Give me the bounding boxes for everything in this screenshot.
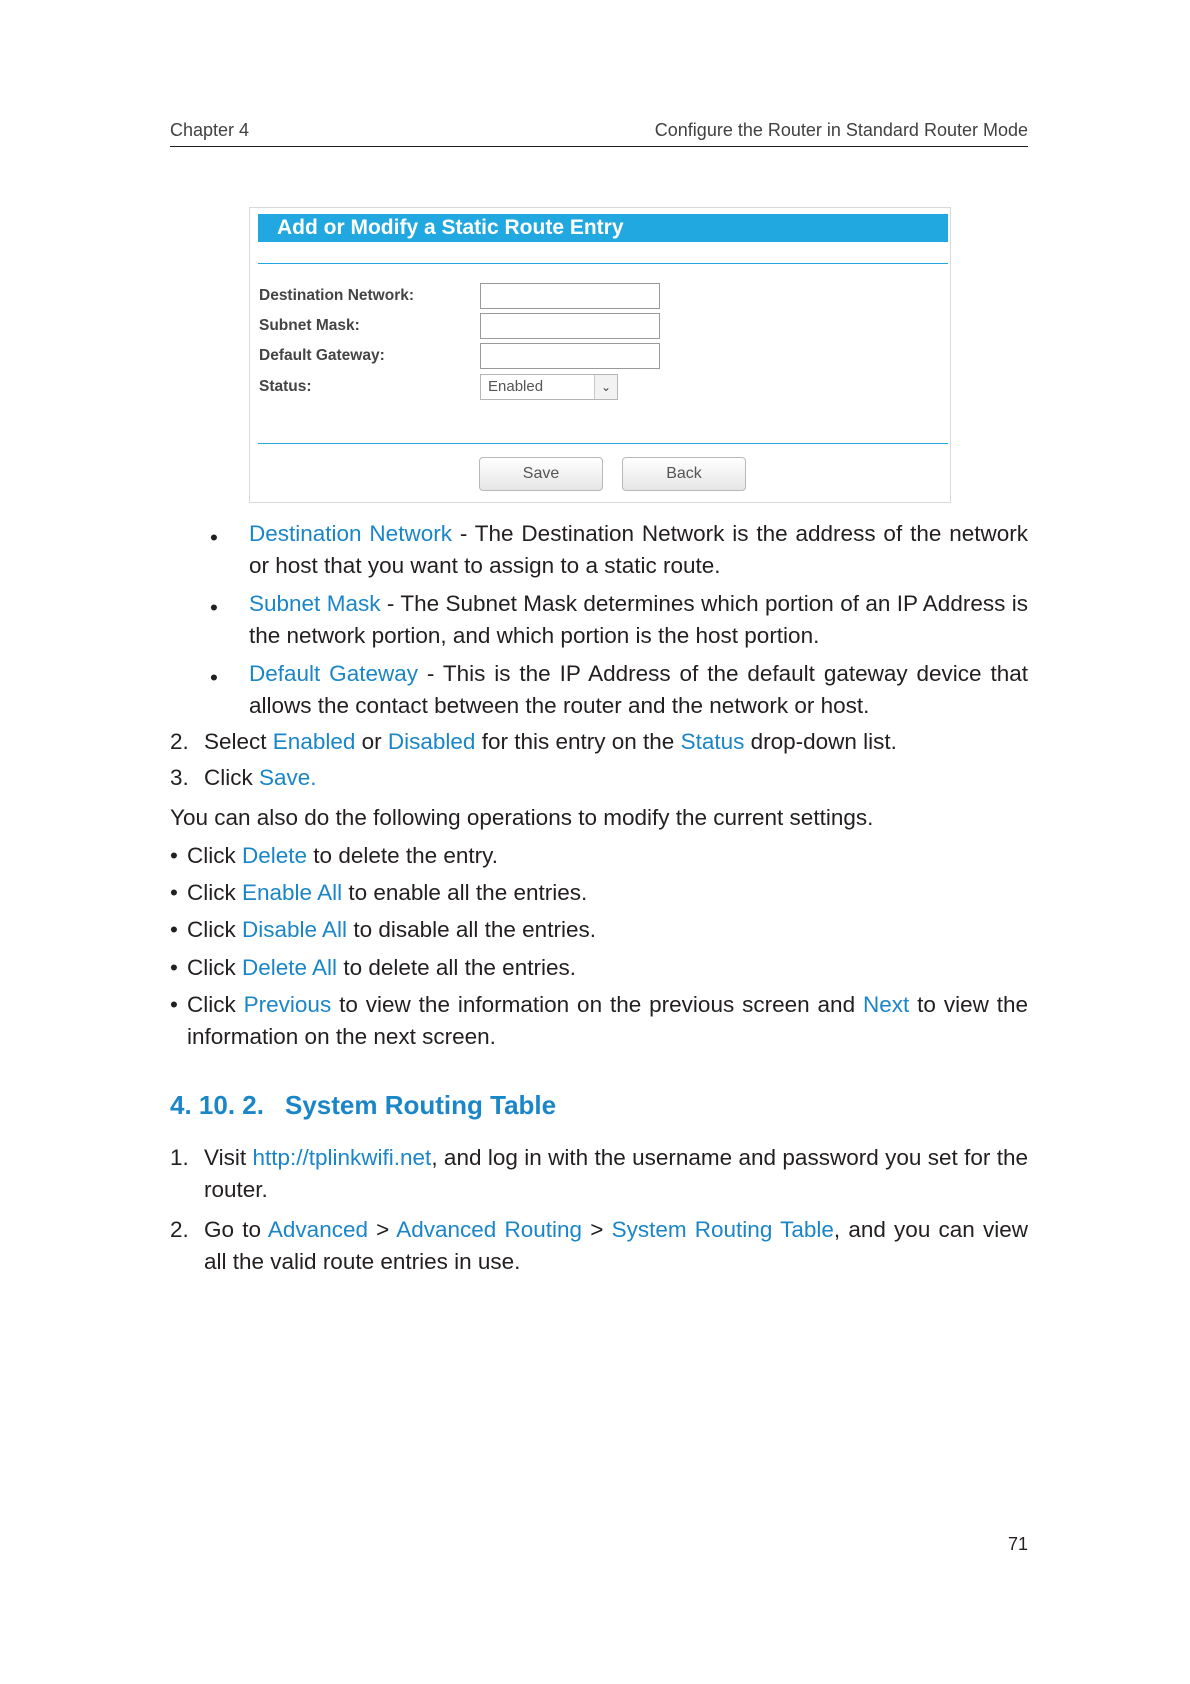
destination-label: Destination Network: [259,287,415,304]
text: Click [204,765,259,790]
url-link[interactable]: http://tplinkwifi.net [252,1145,432,1170]
bullet-icon: • [210,665,218,690]
op-link: Delete [242,843,308,868]
bullet-icon: • [210,525,218,550]
text: Select [204,729,273,754]
previous-link: Previous [243,992,332,1017]
def-text: - The Destination Network is the address of the network or host that you want to assign to a static route. [249,521,1028,578]
text: Click [187,992,244,1017]
disabled-link: Disabled [387,729,476,754]
ops-intro: You can also do the following operations to modify the current settings. [170,805,874,830]
text: to delete the entry. [307,843,499,868]
step-3 [204,762,317,794]
op-link: Delete All [242,955,338,980]
text: drop-down list. [744,729,897,754]
gateway-label: Default Gateway: [259,347,385,364]
def-text: - The Subnet Mask determines which portion of an IP Address is the network portion, and which portion is the host portion. [249,591,1028,648]
bullet-icon: • [170,880,178,905]
chapter-label: Chapter 4 [170,120,250,140]
bullet-icon: • [170,955,178,980]
divider [258,263,948,264]
status-link: Status [680,729,745,754]
bullet-icon: • [170,992,178,1017]
system-routing-table-link: System Routing Table [611,1217,834,1242]
status-value: Enabled [488,378,544,395]
def-text: - This is the IP Address of the default gateway device that allows the contact between the router and the network or host. [249,661,1028,718]
step-number: 2. [170,1217,189,1242]
step-2 [204,726,1028,758]
sys-step-2 [204,1214,1028,1278]
back-button[interactable]: Back [622,457,746,491]
advanced-link: Advanced [267,1217,368,1242]
op-disable-all [187,914,596,946]
text: to disable all the entries. [347,917,596,942]
page-header [170,120,1028,147]
text: to delete all the entries. [337,955,576,980]
term: Destination Network [249,521,452,546]
gateway-input[interactable] [480,343,660,369]
step-number: 1. [170,1145,189,1170]
step-number: 2. [170,729,189,754]
op-enable-all [187,877,587,909]
term: Default Gateway [249,661,418,686]
bullet-icon: • [210,595,218,620]
status-label: Status: [259,378,312,395]
chevron-down-icon: ⌄ [594,375,617,399]
text: Visit [204,1145,253,1170]
chapter-title: Configure the Router in Standard Router Mode [654,120,1028,140]
next-link: Next [862,992,910,1017]
destination-row [258,283,948,309]
bullet-icon: • [170,917,178,942]
text: > [582,1217,612,1242]
text: > [367,1217,397,1242]
text: Click [187,917,242,942]
text: or [355,729,388,754]
text: , and log in with the username and password you set for the router. [204,1145,1028,1202]
op-link: Enable All [242,880,343,905]
op-delete-all [187,952,576,984]
bullet-icon: • [170,843,178,868]
step-number: 3. [170,765,189,790]
text: Go to [204,1217,268,1242]
status-select[interactable] [480,374,618,400]
section-heading [170,1090,557,1121]
text: to enable all the entries. [342,880,588,905]
save-button[interactable]: Save [479,457,603,491]
enabled-link: Enabled [272,729,356,754]
op-delete [187,840,498,872]
term: Subnet Mask [249,591,381,616]
text: Click [187,843,242,868]
panel-title: Add or Modify a Static Route Entry [258,214,948,242]
text: Click [187,955,242,980]
text: Click [187,880,242,905]
gateway-row [258,343,948,369]
save-link: Save. [259,765,317,790]
def-subnet [249,588,1028,652]
sys-step-1 [204,1142,1028,1206]
op-link: Disable All [242,917,348,942]
def-gateway [249,658,1028,722]
divider [258,443,948,444]
text: for this entry on the [475,729,681,754]
static-route-screenshot [249,207,951,503]
text: to view the information on the previous screen and [331,992,863,1017]
def-destination [249,518,1028,582]
status-row [258,374,948,400]
subnet-input[interactable] [480,313,660,339]
subnet-label: Subnet Mask: [259,317,360,334]
text: , and you can view all the valid route entries in use. [204,1217,1028,1274]
op-prev-next [187,989,1028,1053]
subnet-row [258,313,948,339]
page-number: 71 [1007,1534,1028,1554]
text: to view the information on the next screen. [187,992,1029,1049]
section-title: System Routing Table [285,1090,557,1120]
section-number: 4. 10. 2. [170,1090,264,1120]
destination-input[interactable] [480,283,660,309]
advanced-routing-link: Advanced Routing [396,1217,583,1242]
